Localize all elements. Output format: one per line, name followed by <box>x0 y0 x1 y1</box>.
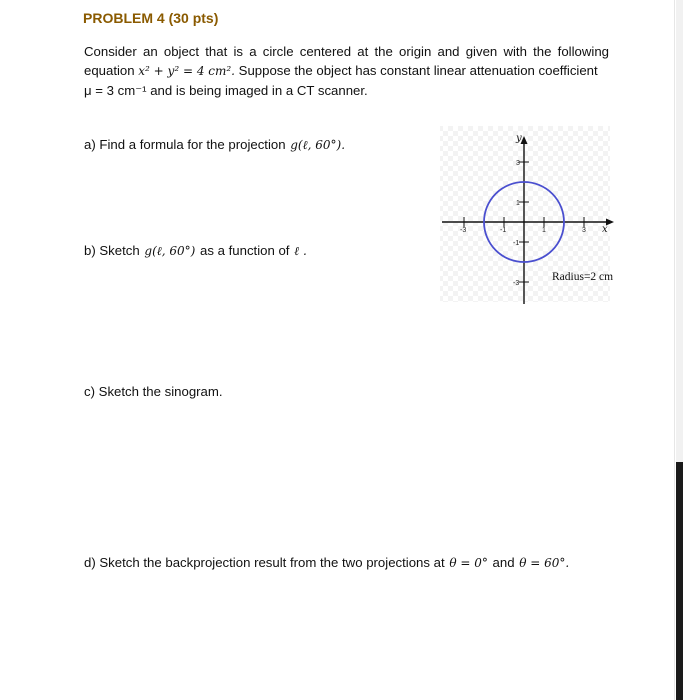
circle-equation: x² + y² = 4 cm². <box>138 64 235 78</box>
part-b-text2: as a function of <box>200 243 290 258</box>
intro-line-2 <box>84 61 609 81</box>
problem-intro <box>84 42 609 100</box>
part-a-math: g(ℓ, 60°). <box>290 138 346 152</box>
part-b-math2: ℓ . <box>294 244 307 258</box>
x-axis-label: x <box>602 224 608 235</box>
part-d-theta-60: θ = 60°. <box>519 556 570 570</box>
part-b-math: g(ℓ, 60°) <box>144 244 196 258</box>
problem-title: PROBLEM 4 (30 pts) <box>83 10 219 26</box>
part-d-and: and <box>492 555 515 570</box>
part-a <box>84 137 346 153</box>
circle-figure <box>438 126 638 311</box>
radius-label: Radius=2 cm <box>552 271 614 283</box>
scrollbar-thumb[interactable] <box>676 462 683 700</box>
x-tick-label-3: 3 <box>582 227 586 234</box>
y-axis-label: y <box>516 133 522 144</box>
y-tick-label-1: 1 <box>516 200 520 207</box>
part-b-text: b) Sketch <box>84 243 140 258</box>
part-a-text: a) Find a formula for the projection <box>84 137 286 152</box>
x-tick-label-neg1: -1 <box>500 227 507 234</box>
part-d-text: d) Sketch the backprojection result from the two projections at <box>84 555 445 570</box>
y-tick-label-neg1: -1 <box>513 240 520 247</box>
part-c <box>84 384 223 399</box>
part-b <box>84 243 308 259</box>
y-tick-label-3: 3 <box>516 160 520 167</box>
y-tick-label-neg3: -3 <box>513 280 520 287</box>
part-d <box>84 555 570 570</box>
intro-line-2-rest: Suppose the object has constant linear attenuation coefficient <box>238 63 598 78</box>
x-tick-label-neg3: -3 <box>460 227 467 234</box>
part-d-theta-0: θ = 0° <box>449 556 488 570</box>
intro-equation-prefix: equation <box>84 63 135 78</box>
page-edge-divider <box>674 0 675 700</box>
part-c-text: c) Sketch the sinogram. <box>84 384 223 399</box>
x-tick-label-1: 1 <box>542 227 546 234</box>
intro-line-3: μ = 3 cm⁻¹ and is being imaged in a CT scanner. <box>84 83 368 98</box>
intro-line-1: Consider an object that is a circle centered at the origin and given with the following <box>84 44 609 59</box>
